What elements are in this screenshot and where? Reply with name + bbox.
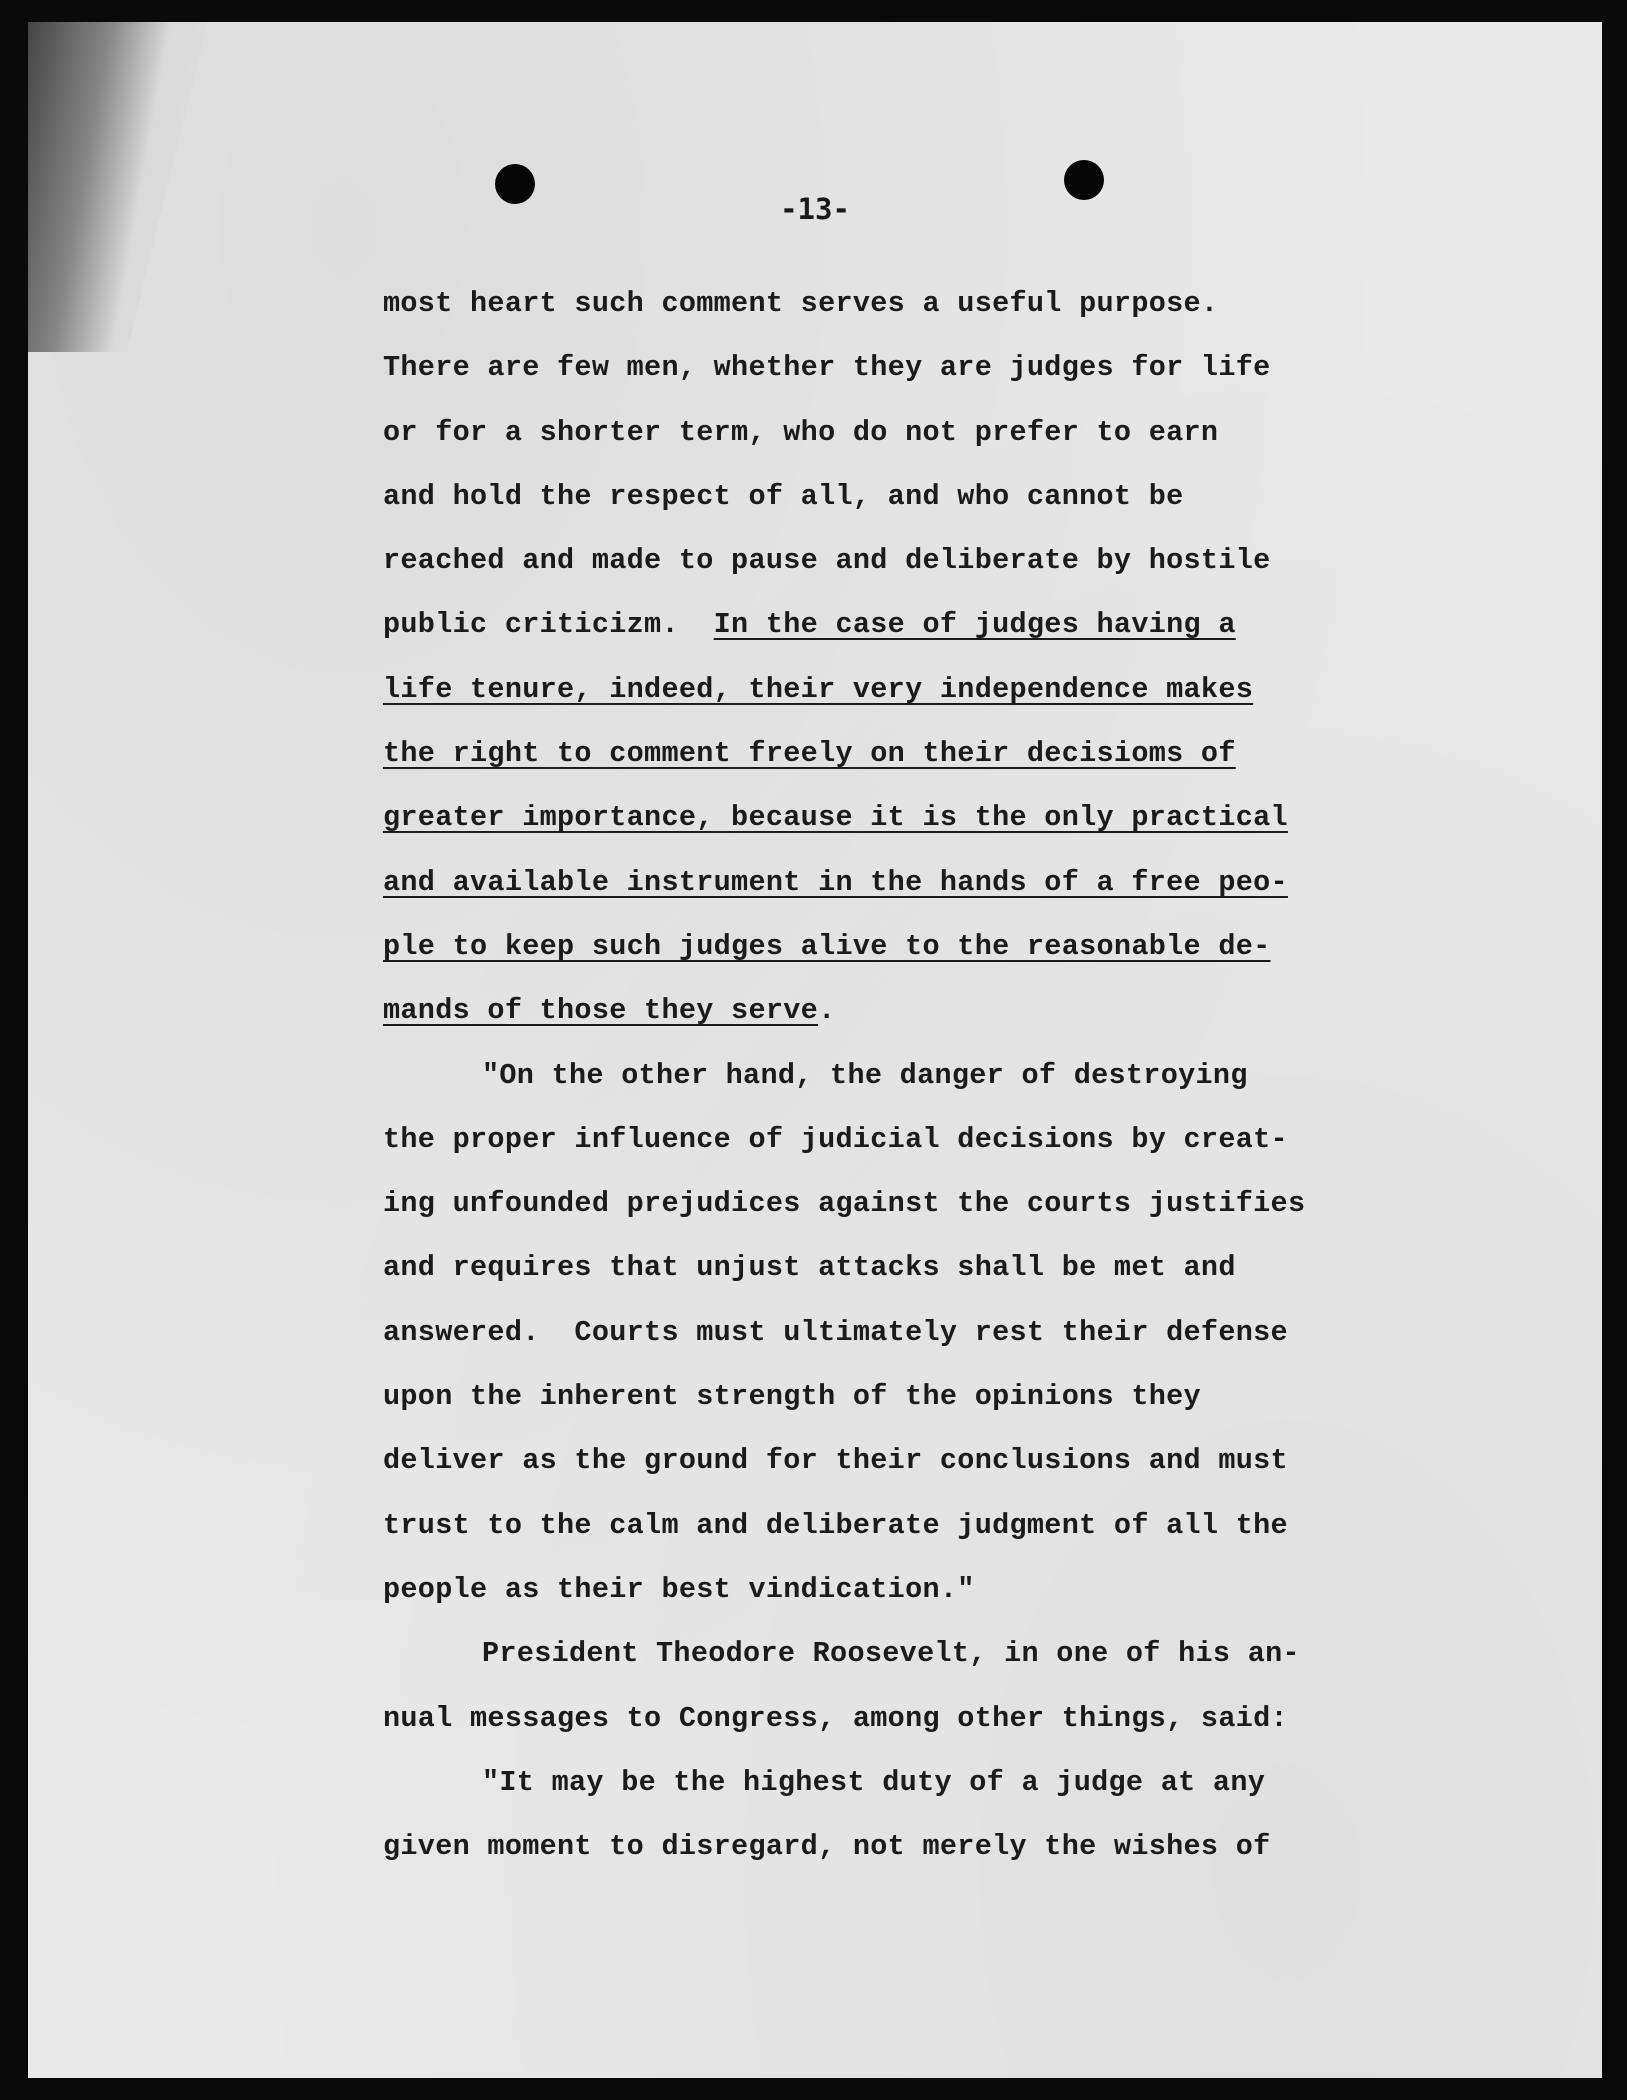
underlined-passage: and available instrument in the hands of a free peo- (383, 865, 1288, 899)
text-line (383, 786, 1305, 850)
text-line: reached and made to pause and deliberate by hostile (383, 544, 1271, 578)
text-line: most heart such comment serves a useful purpose. (383, 287, 1219, 320)
page-number: -13- (780, 192, 850, 226)
text-line: "On the other hand, the danger of destroying (482, 1058, 1248, 1092)
text-line: nual messages to Congress, among other things, said: (383, 1701, 1288, 1735)
text-line: There are few men, whether they are judges for life (383, 351, 1271, 385)
underlined-passage: greater importance, because it is the only practical (383, 801, 1288, 835)
text-line: mands of those they serve. (383, 994, 836, 1028)
text-line: and hold the respect of all, and who cannot be (383, 479, 1184, 513)
text-line: public criticizm. In the case of judges having a (383, 608, 1236, 642)
text-line (383, 851, 1305, 915)
page-curl-shadow (28, 22, 208, 352)
text-line: "It may be the highest duty of a judge at any (482, 1765, 1266, 1799)
underlined-passage: life tenure, indeed, their very independence makes (383, 672, 1254, 706)
text-line: or for a shorter term, who do not prefer to earn (383, 415, 1219, 449)
underlined-passage: ple to keep such judges alive to the reasonable de- (383, 929, 1271, 963)
text-line: and requires that unjust attacks shall be met and (383, 1251, 1236, 1285)
text-line: given moment to disregard, not merely the wishes of (383, 1830, 1271, 1864)
text-line: ing unfounded prejudices against the courts justifies (383, 1187, 1306, 1221)
text-line: people as their best vindication." (383, 1572, 975, 1606)
underlined-passage: In the case of judges having a (713, 608, 1236, 642)
underlined-passage: the right to comment freely on their decisioms of (383, 737, 1236, 771)
text-line: the proper influence of judicial decisions by creat- (383, 1122, 1288, 1156)
text-line: trust to the calm and deliberate judgment of all the (383, 1508, 1288, 1542)
text-line: deliver as the ground for their conclusions and must (383, 1444, 1288, 1478)
paper-sheet (28, 22, 1602, 2078)
text-line (383, 658, 1305, 722)
text-line: answered. Courts must ultimately rest their defense (383, 1315, 1288, 1349)
document-body (383, 272, 1305, 1879)
text-line: upon the inherent strength of the opinions they (383, 1380, 1201, 1414)
text-line: President Theodore Roosevelt, in one of his an- (482, 1637, 1300, 1671)
text-line (383, 722, 1305, 786)
text-line (383, 915, 1305, 979)
underlined-passage: mands of those they serve (383, 994, 819, 1028)
